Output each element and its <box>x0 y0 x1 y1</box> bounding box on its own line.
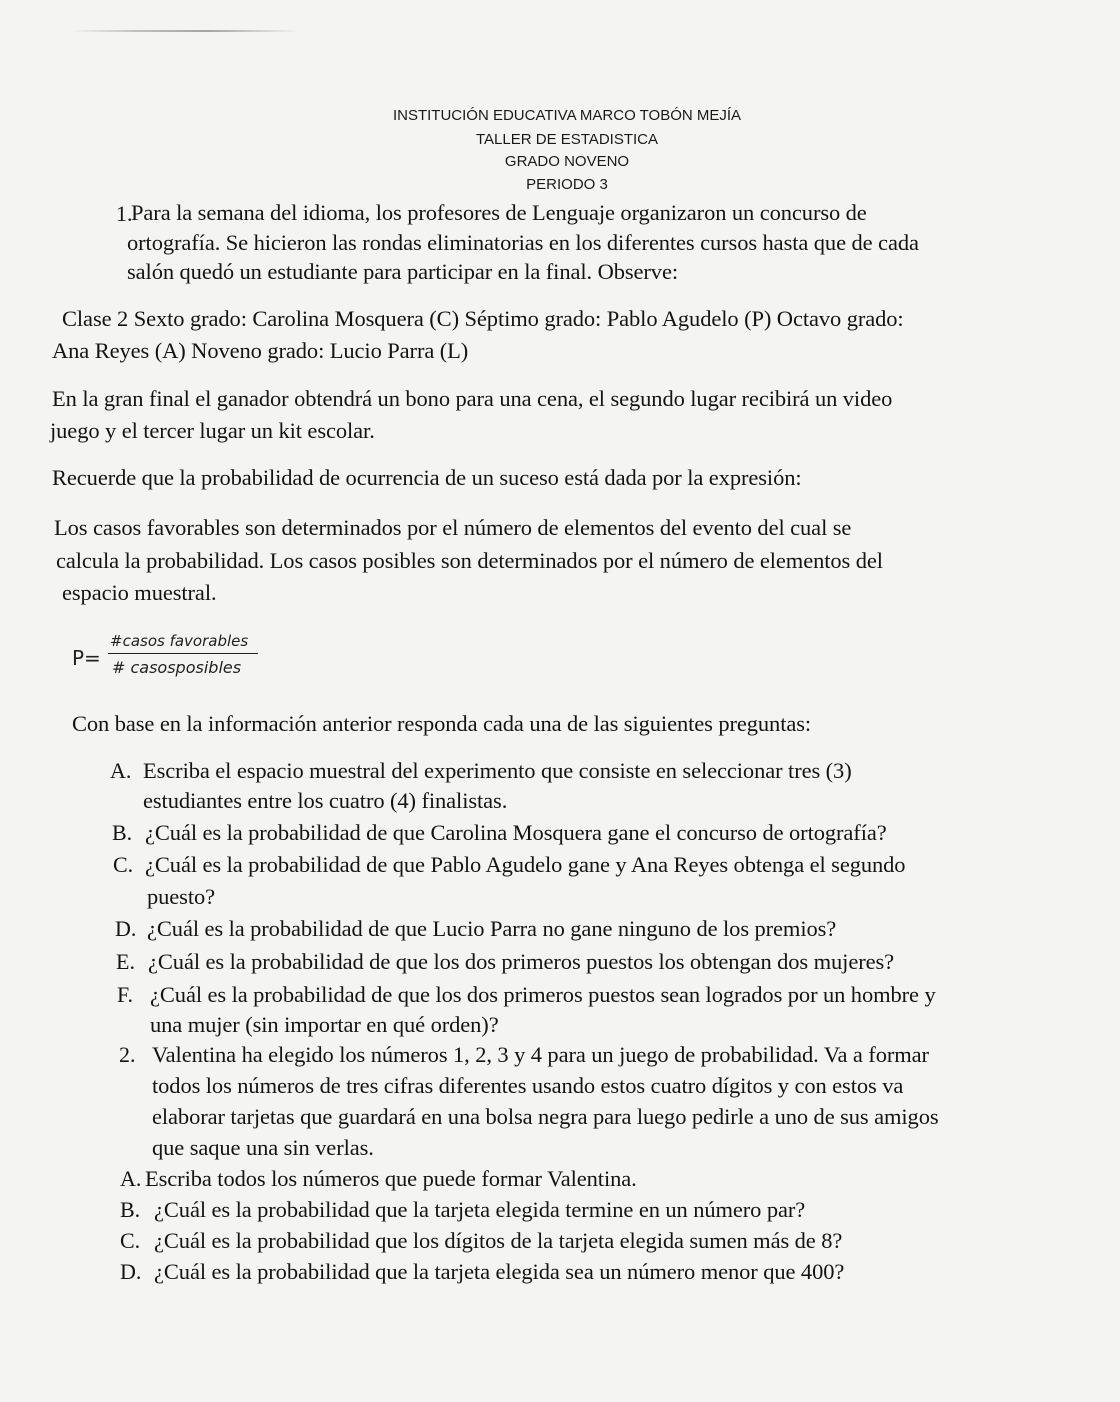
q1-intro-line: salón quedó un estudiante para participar en la final. Observe: <box>127 259 678 284</box>
grade: GRADO NOVENO <box>504 153 630 170</box>
q1-label-b: B. <box>112 820 133 845</box>
q1-question-b: ¿Cuál es la probabilidad de que Carolina Mosquera gane el concurso de ortografía? <box>145 820 887 845</box>
q1-question-a: Escriba el espacio muestral del experimento que consiste en seleccionar tres (3) <box>143 758 852 783</box>
q1-question-f: una mujer (sin importar en qué orden)? <box>150 1012 499 1037</box>
q1-question-c: puesto? <box>147 884 216 909</box>
question-2-number: 2. <box>119 1042 136 1067</box>
formula-numerator: #casos favorables <box>110 632 249 650</box>
cases-line: Los casos favorables son determinados por el número de elementos del evento del cual se <box>54 515 852 540</box>
q2-question-d: ¿Cuál es la probabilidad que la tarjeta elegida sea un número menor que 400? <box>154 1259 845 1284</box>
cases-line: espacio muestral. <box>62 580 217 605</box>
period: PERIODO 3 <box>526 176 608 193</box>
q1-question-e: ¿Cuál es la probabilidad de que los dos primeros puestos los obtengan dos mujeres? <box>148 949 895 974</box>
workshop-title: TALLER DE ESTADISTICA <box>476 131 658 148</box>
q2-intro-line: que saque una sin verlas. <box>152 1135 374 1160</box>
q1-question-f: ¿Cuál es la probabilidad de que los dos primeros puestos sean logrados por un hombre y <box>150 982 936 1007</box>
finalists-line: Ana Reyes (A) Noveno grado: Lucio Parra (L) <box>52 338 469 363</box>
q1-label-d: D. <box>115 916 137 941</box>
q2-intro-line: elaborar tarjetas que guardará en una bolsa negra para luego pedirle a uno de sus amigos <box>152 1104 939 1129</box>
questions-prompt: Con base en la información anterior responda cada una de las siguientes preguntas: <box>72 711 812 736</box>
q2-question-a: Escriba todos los números que puede formar Valentina. <box>145 1166 637 1191</box>
prizes-line: juego y el tercer lugar un kit escolar. <box>50 418 375 443</box>
q1-label-e: E. <box>116 949 135 974</box>
q2-question-c: ¿Cuál es la probabilidad que los dígitos de la tarjeta elegida sumen más de 8? <box>154 1228 843 1253</box>
q1-question-c: ¿Cuál es la probabilidad de que Pablo Agudelo gane y Ana Reyes obtenga el segundo <box>145 852 906 877</box>
question-1-number: 1. <box>116 201 133 226</box>
q1-label-c: C. <box>113 852 134 877</box>
scan-mark <box>70 30 300 32</box>
q1-intro-line: Para la semana del idioma, los profesores de Lenguaje organizaron un concurso de <box>131 200 867 225</box>
recall-text: Recuerde que la probabilidad de ocurrencia de un suceso está dada por la expresión: <box>52 465 802 490</box>
finalists-line: Clase 2 Sexto grado: Carolina Mosquera (C) Séptimo grado: Pablo Agudelo (P) Octavo grado: <box>62 306 904 331</box>
fraction-bar <box>108 653 258 654</box>
q1-intro-line: ortografía. Se hicieron las rondas eliminatorias en los diferentes cursos hasta que de cada <box>127 230 919 255</box>
q1-question-a: estudiantes entre los cuatro (4) finalistas. <box>143 788 508 813</box>
prizes-line: En la gran final el ganador obtendrá un bono para una cena, el segundo lugar recibirá un video <box>52 386 893 411</box>
cases-line: calcula la probabilidad. Los casos posibles son determinados por el número de elementos del <box>56 548 883 573</box>
q1-label-f: F. <box>117 982 133 1007</box>
institution-name: INSTITUCIÓN EDUCATIVA MARCO TOBÓN MEJÍA <box>392 107 742 124</box>
formula-lhs: P= <box>72 646 101 670</box>
q1-question-d: ¿Cuál es la probabilidad de que Lucio Parra no gane ninguno de los premios? <box>147 916 837 941</box>
q2-intro-line: Valentina ha elegido los números 1, 2, 3 y 4 para un juego de probabilidad. Va a formar <box>152 1042 929 1067</box>
formula-denominator: # casosposibles <box>112 658 242 677</box>
q2-label-d: D. <box>120 1259 142 1284</box>
q2-question-b: ¿Cuál es la probabilidad que la tarjeta elegida termine en un número par? <box>154 1197 806 1222</box>
q2-label-a: A. <box>120 1166 142 1191</box>
q2-label-c: C. <box>120 1228 141 1253</box>
q2-label-b: B. <box>120 1197 141 1222</box>
q1-label-a: A. <box>110 758 132 783</box>
q2-intro-line: todos los números de tres cifras diferentes usando estos cuatro dígitos y con estos va <box>152 1073 904 1098</box>
